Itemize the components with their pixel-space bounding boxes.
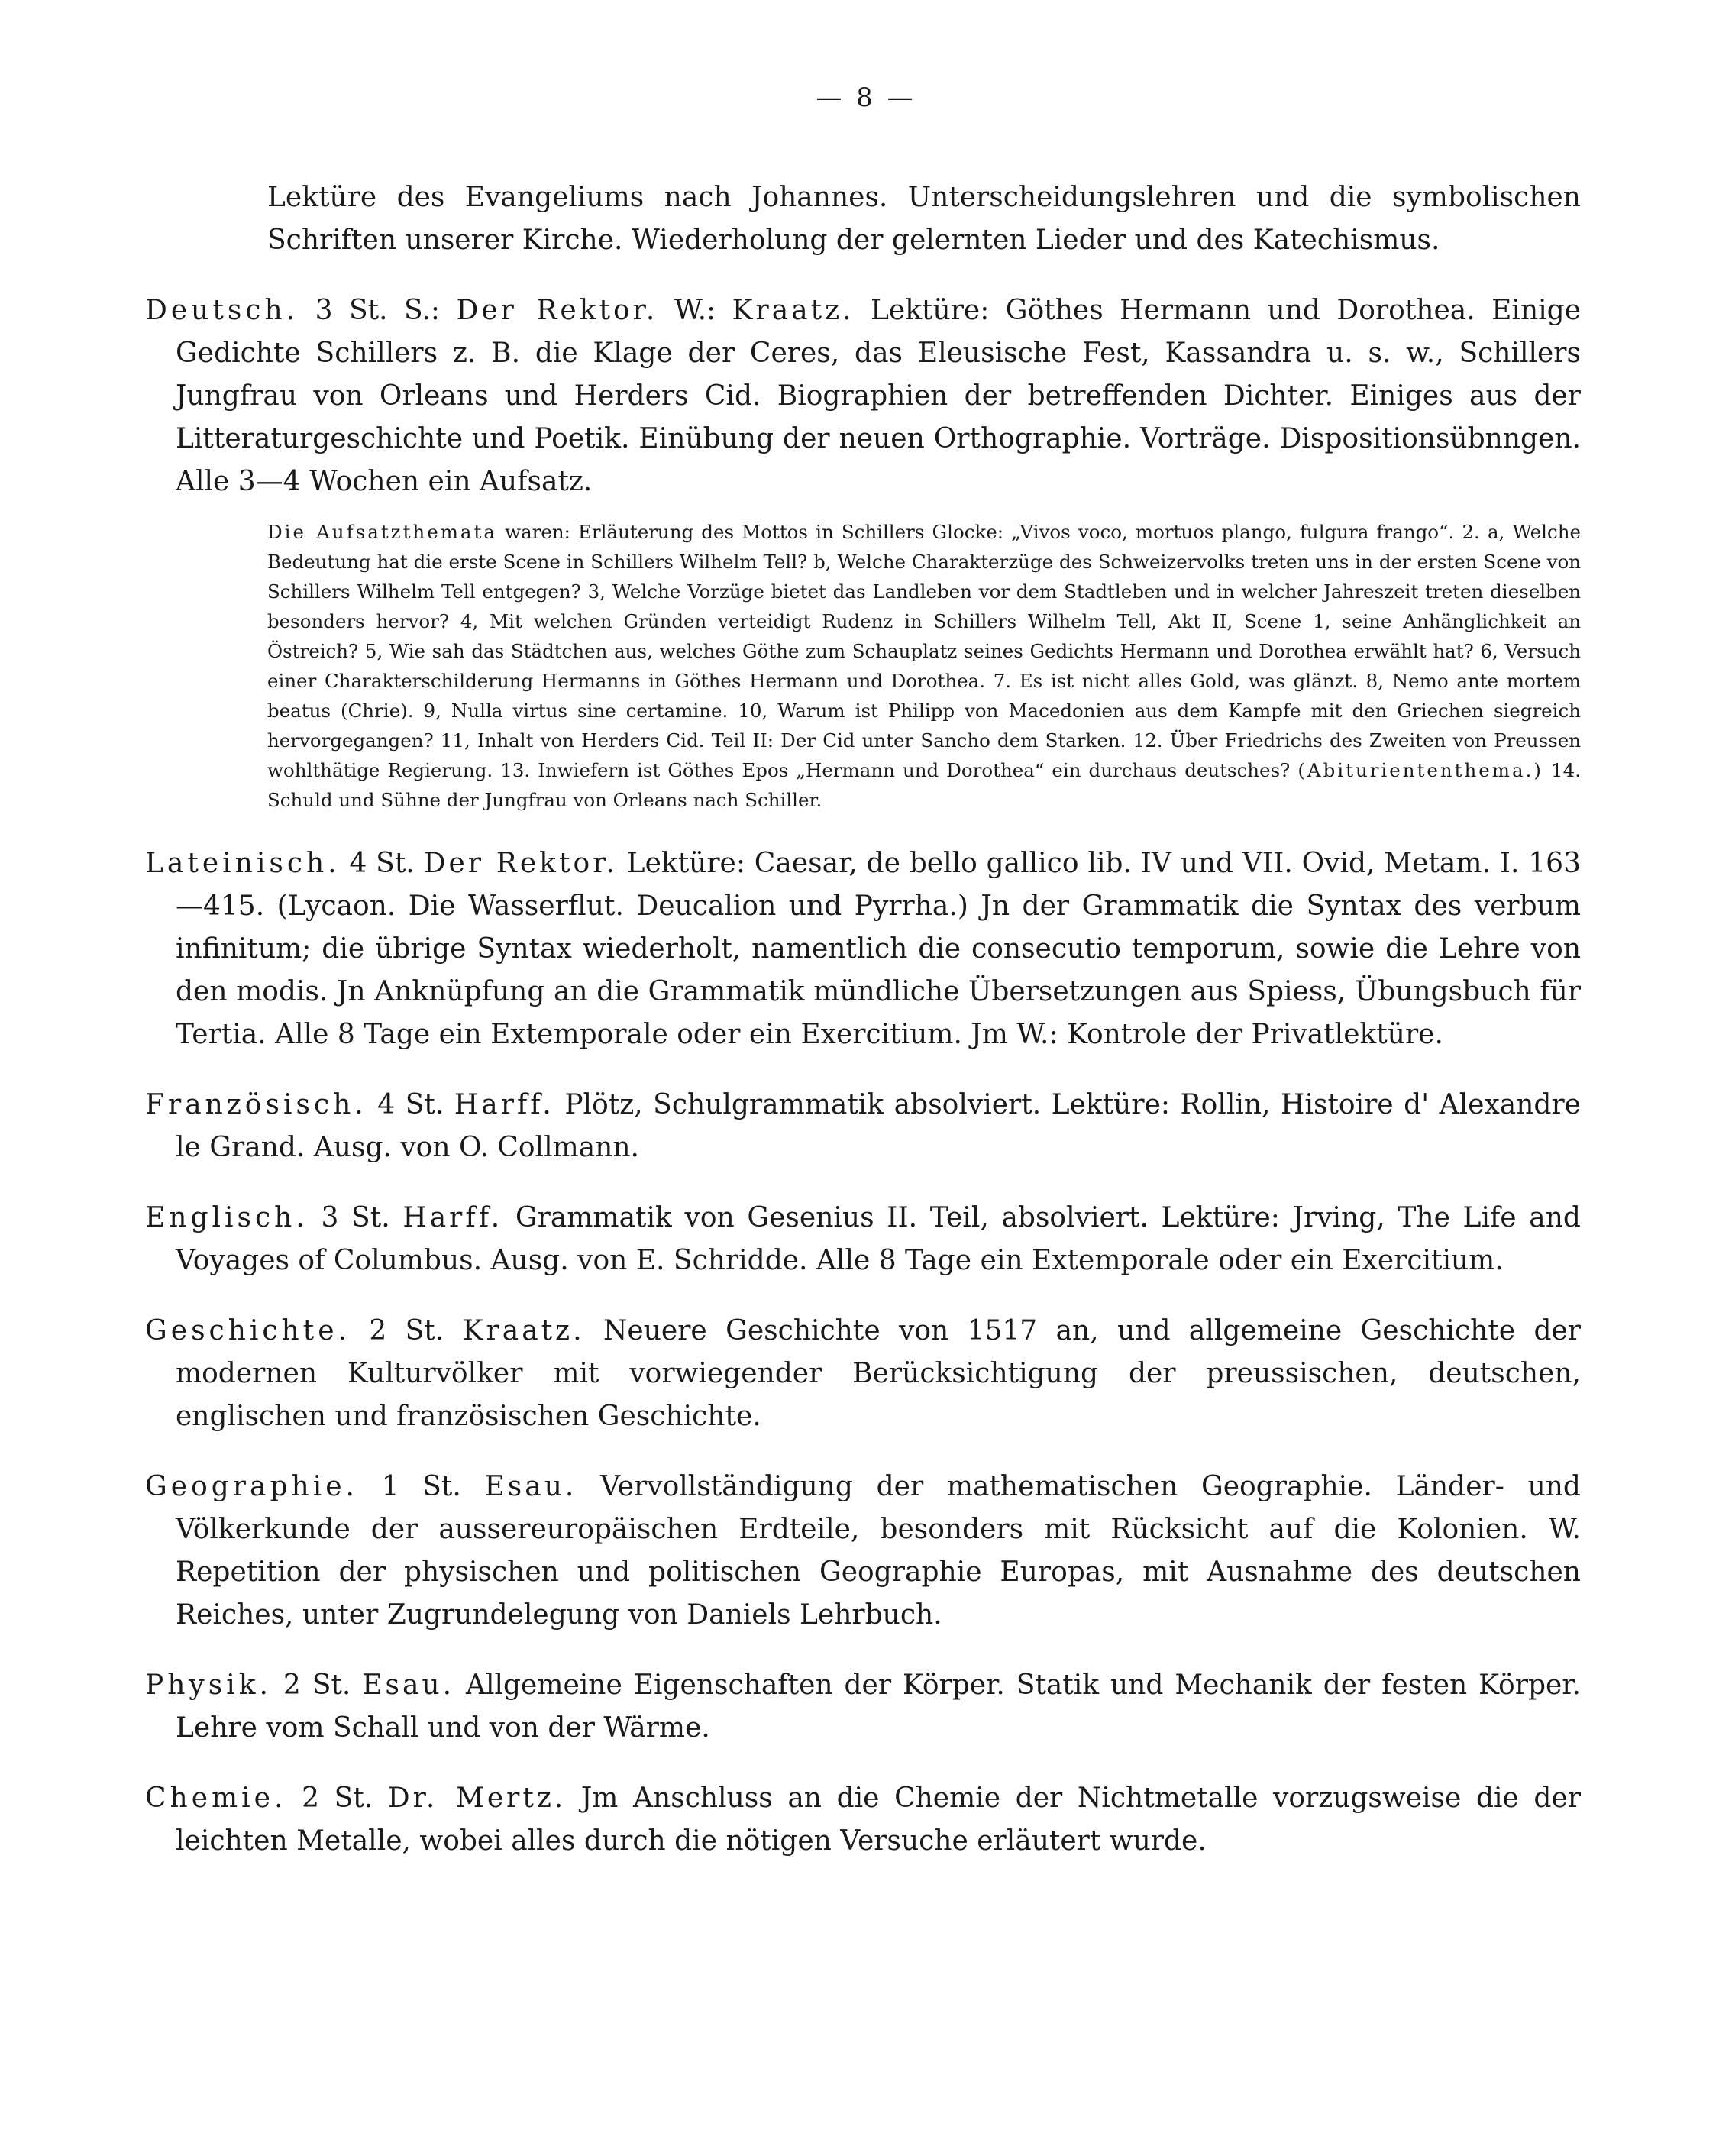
- teacher: Esau.: [484, 1471, 577, 1502]
- essay-topics-label: Die Aufsatzthemata: [267, 521, 497, 543]
- teacher: Dr. Mertz.: [387, 1783, 567, 1814]
- section-geographie: [145, 1466, 1581, 1637]
- hours: 4 St.: [349, 848, 415, 879]
- teacher: Der Rektor.: [456, 295, 658, 326]
- teacher-prefix: S.:: [404, 295, 440, 326]
- essay-topics-end: 14. Schuld und Sühne der Jungfrau von Orleans nach Schiller.: [267, 759, 1581, 811]
- section-lateinisch: [145, 842, 1581, 1056]
- essay-topics: [145, 517, 1581, 815]
- section-englisch: [145, 1197, 1581, 1282]
- hours: 3 St.: [321, 1202, 390, 1233]
- page-number: — 8 —: [816, 82, 916, 113]
- teacher: Esau.: [362, 1670, 455, 1701]
- section-text: Jm Anschluss an die Chemie der Nichtmetalle vorzugsweise die der leichten Metalle, wobei alles durch die nötigen Versuche erläutert wurde.: [176, 1783, 1581, 1857]
- subject-name: Geographie.: [145, 1471, 358, 1502]
- section-text: Grammatik von Gesenius II. Teil, absolviert. Lektüre: Jrving, The Life and Voyages of Columbus. Ausg. von E. Schridde. Alle 8 Tage ein Extemporale oder ein Exercitium.: [176, 1202, 1581, 1276]
- teacher: Harff.: [402, 1202, 503, 1233]
- teacher: Der Rektor.: [423, 848, 618, 879]
- religion-continuation: Lektüre des Evangeliums nach Johannes. Unterscheidungslehren und die symbolischen Schriften unserer Kirche. Wiederholung der gelernten Lieder und des Katechismus.: [267, 182, 1581, 256]
- hours: 4 St.: [377, 1089, 444, 1120]
- essay-topics-note: (Abituriententhema.): [1297, 759, 1543, 781]
- teacher: Kraatz.: [462, 1315, 585, 1346]
- subject-name: Physik.: [145, 1670, 272, 1701]
- section-physik: [145, 1664, 1581, 1750]
- teacher: Kraatz.: [732, 295, 855, 326]
- hours: 2 St.: [302, 1783, 373, 1814]
- section-text: Plötz, Schulgrammatik absolviert. Lektüre: Rollin, Histoire d' Alexandre le Grand. Ausg. von O. Collmann.: [176, 1089, 1581, 1163]
- section-text: Neuere Geschichte von 1517 an, und allgemeine Geschichte der modernen Kulturvölker mit vorwiegender Berücksichtigung der preussischen, deutschen, englischen und französischen Geschichte.: [176, 1315, 1581, 1432]
- section-text: Lektüre: Caesar, de bello gallico lib. IV und VII. Ovid, Metam. I. 163—415. (Lycaon. Die Wasserflut. Deucalion und Pyrrha.) Jn der Grammatik die Syntax des verbum infinitum; die übrige Syntax wiederholt, namentlich die consecutio temporum, sowie die Lehre von den modis. Jn Anknüpfung an die Grammatik mündliche Übersetzungen aus Spiess, Übungsbuch für Tertia. Alle 8 Tage ein Extemporale oder ein Exercitium. Jm W.: Kontrole der Privatlektüre.: [176, 848, 1581, 1050]
- subject-name: Geschichte.: [145, 1315, 351, 1346]
- section-text: Vervollständigung der mathematischen Geographie. Länder- und Völkerkunde der aussereuropäischen Erdteile, besonders mit Rücksicht auf die Kolonien. W. Repetition der physischen und politischen Geographie Europas, mit Ausnahme des deutschen Reiches, unter Zugrundelegung von Daniels Lehrbuch.: [176, 1471, 1581, 1631]
- hours: 1 St.: [381, 1471, 461, 1502]
- section-chemie: [145, 1777, 1581, 1863]
- hours: 2 St.: [369, 1315, 444, 1346]
- teacher-prefix: W.:: [674, 295, 716, 326]
- subject-name: Englisch.: [145, 1202, 309, 1233]
- hours: 3 St.: [315, 295, 388, 326]
- section-text: Lektüre: Göthes Hermann und Dorothea. Einige Gedichte Schillers z. B. die Klage der Ceres, das Eleusische Fest, Kassandra u. s. w., Schillers Jungfrau von Orleans und Herders Cid. Biographien der betreffenden Dichter. Einiges aus der Litteraturgeschichte und Poetik. Einübung der neuen Orthographie. Vorträge. Dispositionsübnngen. Alle 3—4 Wochen ein Aufsatz.: [176, 295, 1581, 497]
- subject-name: Chemie.: [145, 1783, 287, 1814]
- subject-name: Französisch.: [145, 1089, 367, 1120]
- subject-name: Lateinisch.: [145, 848, 341, 879]
- hours: 2 St.: [283, 1670, 351, 1701]
- section-franzoesisch: [145, 1084, 1581, 1169]
- page-content: [145, 149, 1581, 1876]
- essay-topics-text: waren: Erläuterung des Mottos in Schillers Glocke: „Vivos voco, mortuos plango, fulgura frango“. 2. a, Welche Bedeutung hat die erste Scene in Schillers Wilhelm Tell? b, Welche Charakterzüge des Schweizervolks treten uns in der ersten Scene von Schillers Wilhelm Tell entgegen? 3, Welche Vorzüge bietet das Landleben vor dem Stadtleben und in welcher Jahreszeit treten dieselben besonders hervor? 4, Mit welchen Gründen verteidigt Rudenz in Schillers Wilhelm Tell, Akt II, Scene 1, seine Anhänglichkeit an Östreich? 5, Wie sah das Städtchen aus, welches Göthe zum Schauplatz seines Gedichts Hermann und Dorothea erwählt hat? 6, Versuch einer Charakterschilderung Hermanns in Göthes Hermann und Dorothea. 7. Es ist nicht alles Gold, was glänzt. 8, Nemo ante mortem beatus (Chrie). 9, Nulla virtus sine certamine. 10, Warum ist Philipp von Macedonien aus dem Kampfe mit den Griechen siegreich hervorgegangen? 11, Inhalt von Herders Cid. Teil II: Der Cid unter Sancho dem Starken. 12. Über Friedrichs des Zweiten von Preussen wohlthätige Regierung. 13. Inwiefern ist Göthes Epos „Hermann und Dorothea“ ein durchaus deutsches?: [267, 521, 1581, 781]
- section-geschichte: [145, 1310, 1581, 1438]
- subject-name: Deutsch.: [145, 295, 299, 326]
- section-deutsch: [145, 289, 1581, 503]
- section-text: Allgemeine Eigenschaften der Körper. Statik und Mechanik der festen Körper. Lehre vom Schall und von der Wärme.: [176, 1670, 1581, 1744]
- teacher: Harff.: [454, 1089, 554, 1120]
